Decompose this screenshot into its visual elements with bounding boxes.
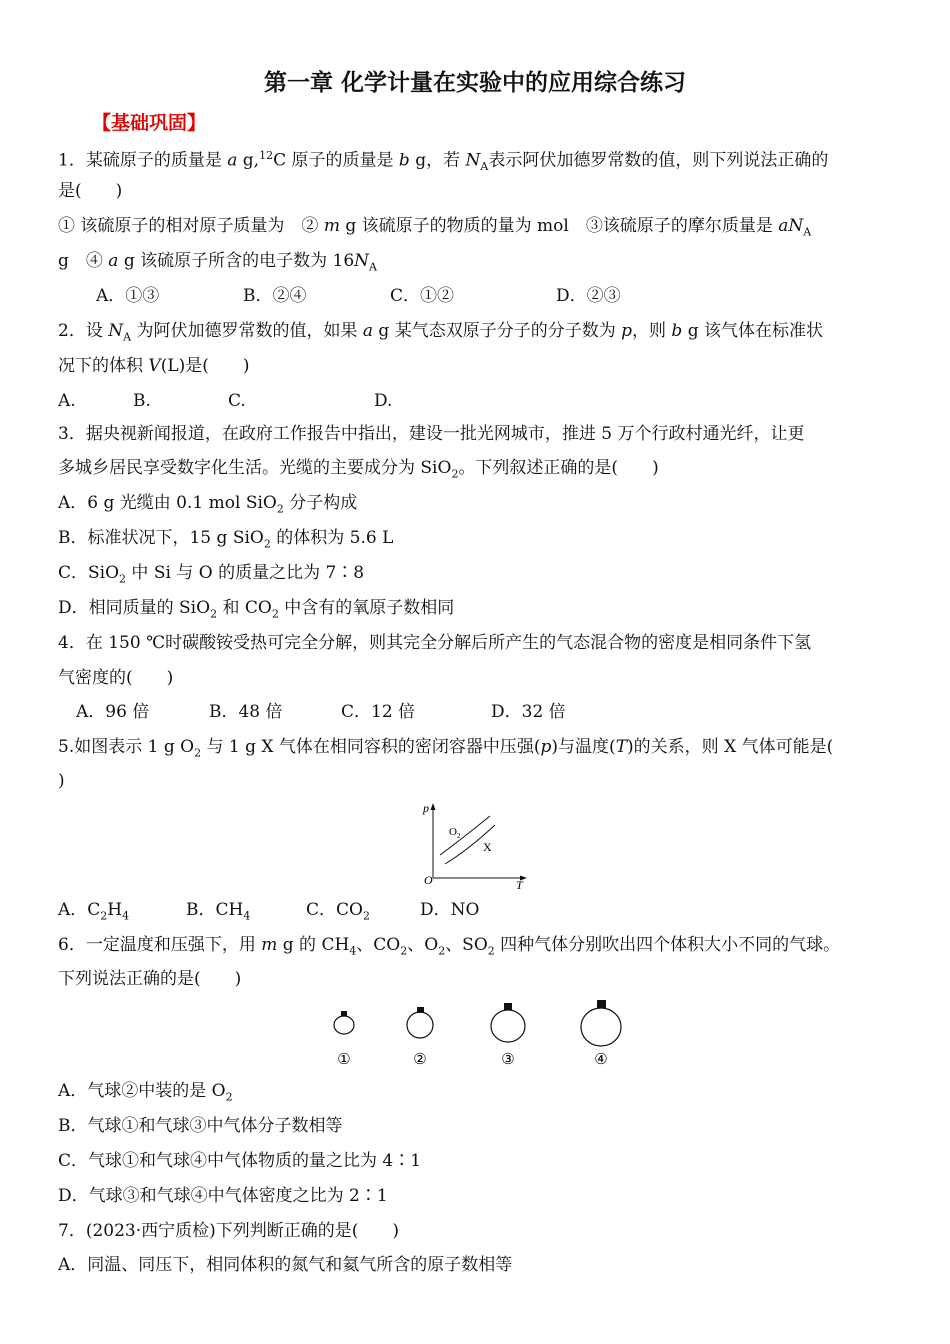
balloons-figure [320, 998, 630, 1070]
balloon-2 [407, 1012, 433, 1038]
q4-option-b[interactable]: B．48 倍 [209, 702, 283, 722]
q4-option-d[interactable]: D．32 倍 [491, 702, 566, 722]
origin-label: O [424, 873, 433, 887]
q2-line1: 2．设 $N_A$ 为阿伏加德罗常数的值，如果 a g 某气态双原子分子的分子数为 p，则 b g 该气体在标准状 [58, 321, 823, 344]
q6-line1: 6．一定温度和压强下，用 m g 的 $CH_4$、$CO_2$、$O_2$、$SO_2$ 四种气体分别吹出四个体积大小不同的气球。 [58, 935, 841, 958]
q7-option-a[interactable]: A．同温、同压下，相同体积的氮气和氦气所含的原子数相等 [58, 1255, 513, 1275]
q5-option-c[interactable]: C．$CO_2$ [306, 900, 370, 923]
q3-line1: 3．据央视新闻报道，在政府工作报告中指出，建设一批光网城市，推进 5 万个行政村通光纤，让更 [58, 424, 805, 444]
q1-line2: 是( ) [58, 181, 123, 201]
y-axis-arrow [431, 803, 436, 810]
q5-option-d[interactable]: D．NO [420, 900, 480, 920]
balloon-4-knot [597, 1000, 606, 1008]
balloon-4 [581, 1008, 621, 1046]
q1-option-b[interactable]: B．②④ [243, 286, 307, 306]
q6-option-d[interactable]: D．气球③和气球④中气体密度之比为 2∶1 [58, 1186, 388, 1206]
curve-label-x: X [483, 840, 492, 854]
q2-option-a[interactable]: A. [58, 391, 76, 411]
balloon-1-label: ① [337, 1050, 351, 1068]
balloon-1 [334, 1016, 354, 1034]
q3-option-b[interactable]: B．标准状况下，15 g SiO$_2$ 的体积为 5.6 L [58, 528, 394, 551]
axis-label-t: T [516, 878, 523, 890]
pressure-temperature-graph [418, 798, 533, 890]
q5-option-a[interactable]: A．$C_2H_4$ [58, 900, 130, 923]
balloon-4-label: ④ [594, 1050, 608, 1068]
q6-option-b[interactable]: B．气球①和气球③中气体分子数相等 [58, 1116, 343, 1136]
q2-option-d[interactable]: D. [374, 391, 393, 411]
q3-option-d[interactable]: D．相同质量的 SiO$_2$ 和 $CO_2$ 中含有的氧原子数相同 [58, 598, 455, 621]
q1-option-d[interactable]: D．②③ [556, 286, 621, 306]
q5-line2: ) [58, 771, 65, 791]
balloon-3-label: ③ [501, 1050, 515, 1068]
balloon-1-knot [341, 1011, 347, 1016]
q1-option-a[interactable]: A．①③ [96, 286, 160, 306]
q5-option-b[interactable]: B．$CH_4$ [186, 900, 251, 923]
q1-statements: ① 该硫原子的相对原子质量为 ② m g 该硫原子的物质的量为 mol ③该硫原子的摩尔质量是 $aN_A$ [58, 216, 812, 239]
q3-option-a[interactable]: A．6 g 光缆由 0.1 mol SiO$_2$ 分子构成 [58, 493, 358, 516]
q1-line1: 1．某硫原子的质量是 a g,$^{12}$C 原子的质量是 b g，若 $N_A$表示阿伏加德罗常数的值，则下列说法正确的 [58, 149, 829, 174]
q6-option-a[interactable]: A．气球②中装的是 $O_2$ [58, 1081, 233, 1104]
q2-option-b[interactable]: B. [133, 391, 151, 411]
balloon-3 [491, 1010, 525, 1042]
q4-line1: 4．在 150 ℃时碳酸铵受热可完全分解，则其完全分解后所产生的气态混合物的密度是相同条件下氢 [58, 633, 812, 653]
q4-option-c[interactable]: C．12 倍 [341, 702, 416, 722]
q6-option-c[interactable]: C．气球①和气球④中气体物质的量之比为 4∶1 [58, 1151, 422, 1171]
q4-line2: 气密度的( ) [58, 668, 174, 688]
section-heading: 【基础巩固】 [92, 112, 207, 134]
q2-option-c[interactable]: C. [228, 391, 246, 411]
q1-statements-2: g ④ a g 该硫原子所含的电子数为 $16N_A$ [58, 251, 377, 274]
q5-line1: 5.如图表示 1 g $O_2$ 与 1 g X 气体在相同容积的密闭容器中压强(p)与温度(T)的关系，则 X 气体可能是( [58, 737, 834, 760]
q2-line2: 况下的体积 V(L)是( ) [58, 356, 250, 376]
q4-option-a[interactable]: A．96 倍 [76, 702, 150, 722]
q1-option-c[interactable]: C．①② [390, 286, 455, 306]
q3-option-c[interactable]: C．SiO$_2$ 中 Si 与 O 的质量之比为 7∶8 [58, 563, 365, 586]
q3-line2: 多城乡居民享受数字化生活。光缆的主要成分为 SiO$_2$。下列叙述正确的是( ) [58, 458, 659, 481]
page-title: 第一章 化学计量在实验中的应用综合练习 [263, 69, 686, 96]
curve-label-o2: $O_2$ [449, 826, 461, 840]
balloon-2-label: ② [413, 1050, 427, 1068]
q6-line2: 下列说法正确的是( ) [58, 969, 242, 989]
axis-label-p: p [423, 801, 429, 815]
balloon-3-knot [504, 1003, 512, 1010]
q7-line1: 7．(2023·西宁质检)下列判断正确的是( ) [58, 1221, 400, 1241]
